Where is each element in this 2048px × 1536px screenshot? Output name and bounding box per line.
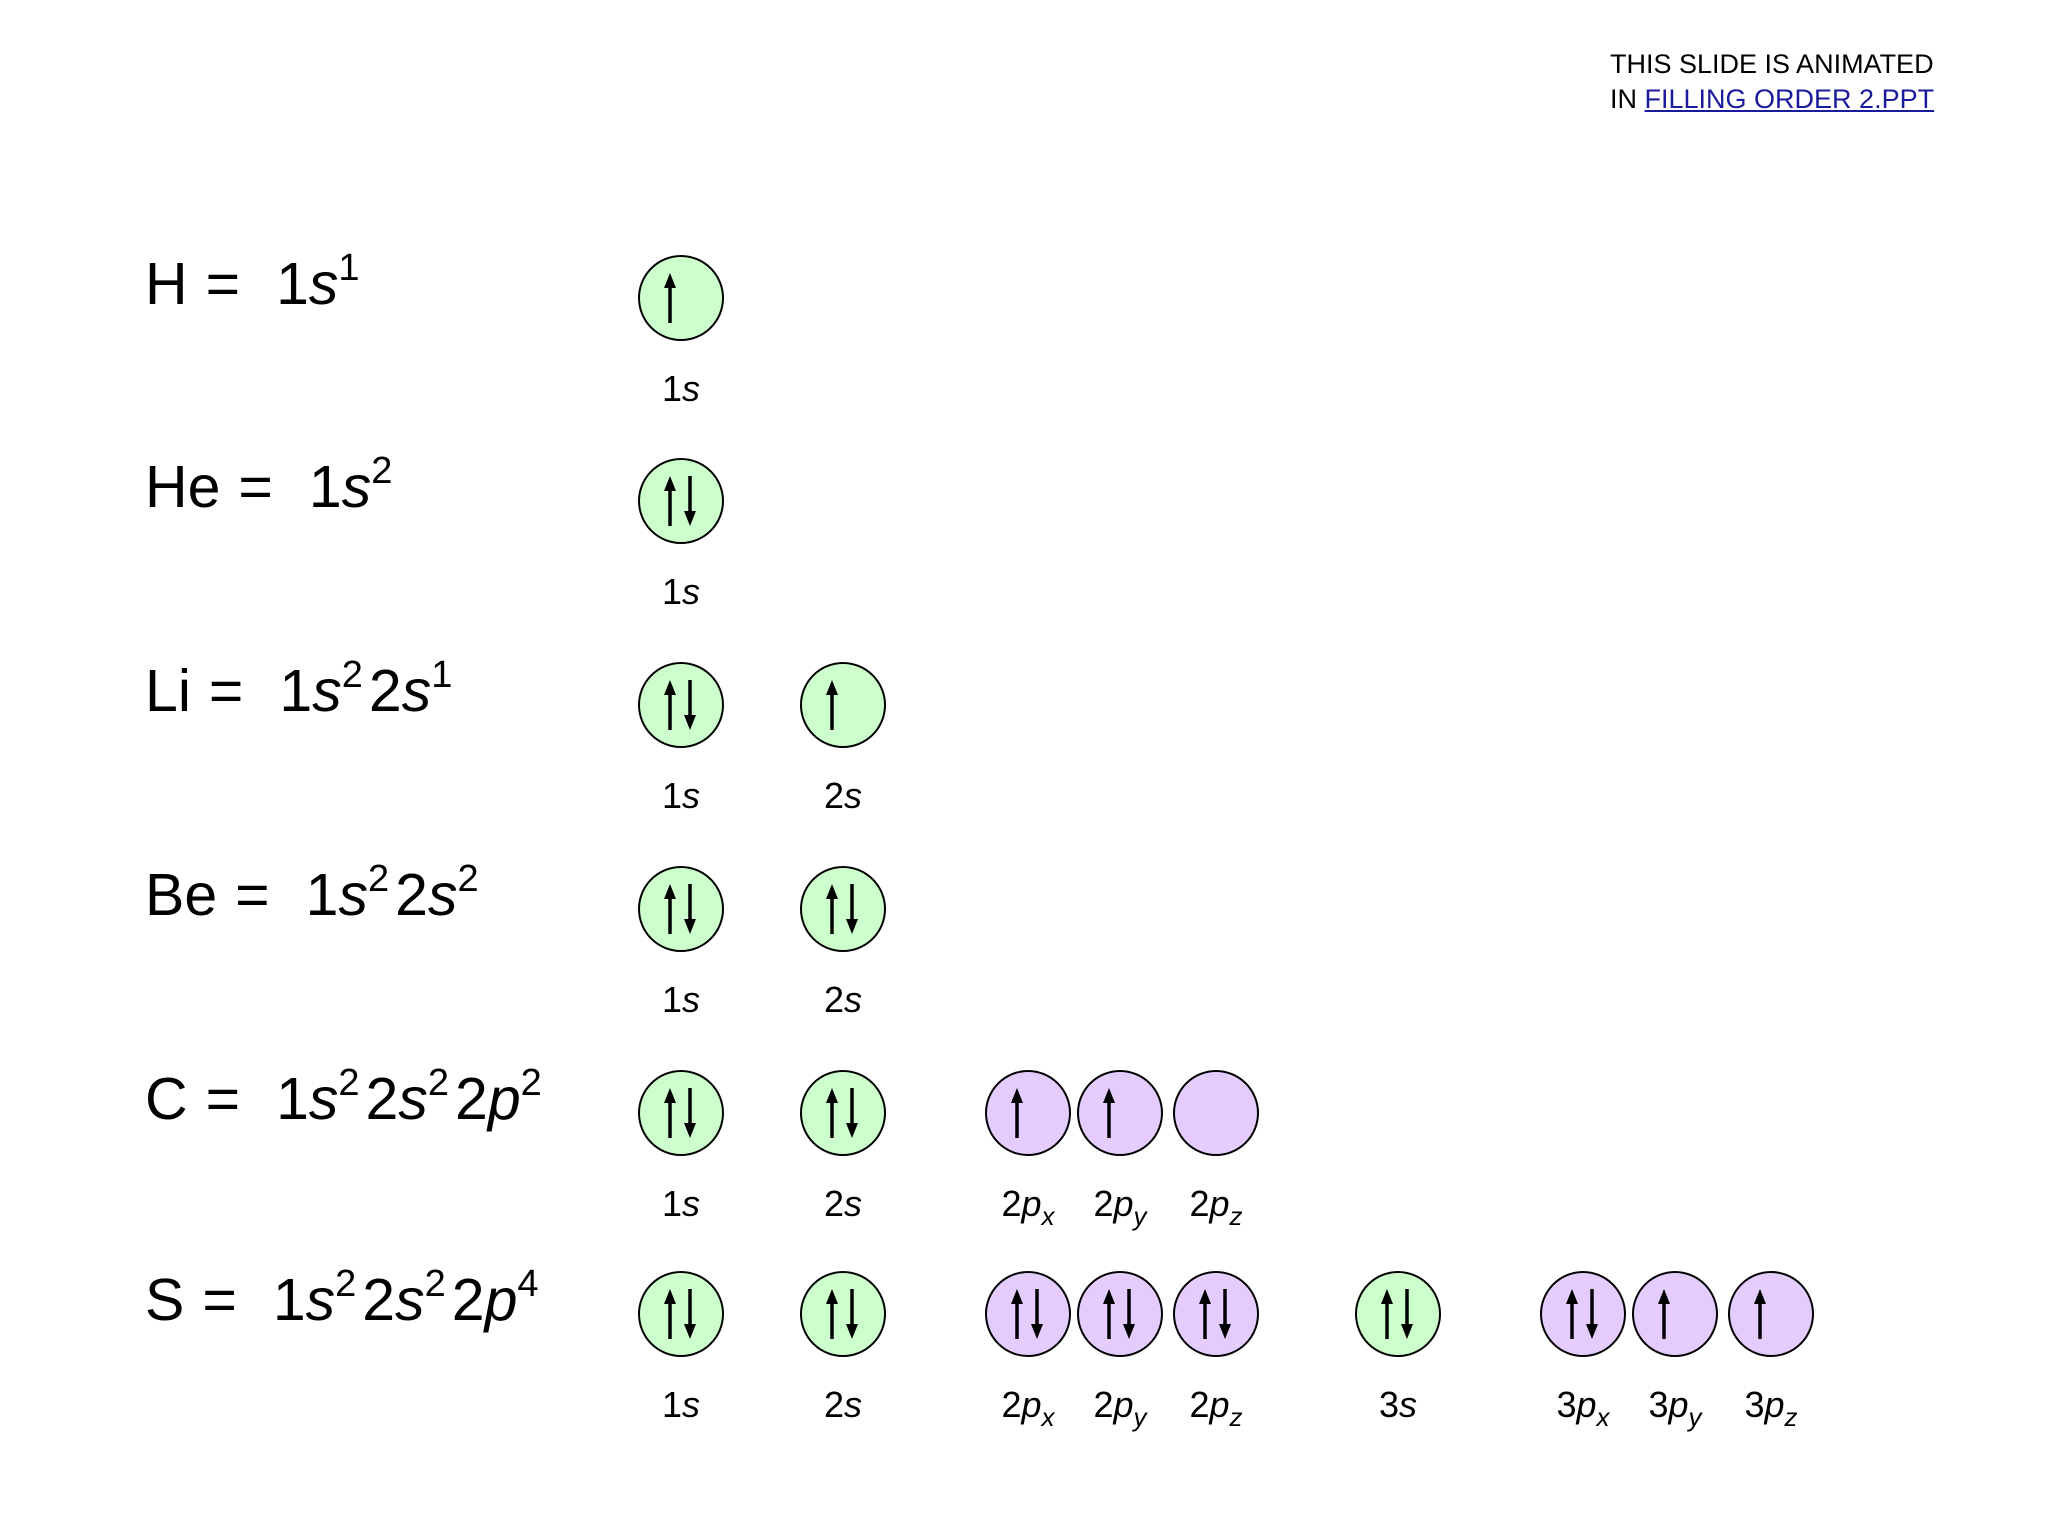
config-term <box>362 1265 445 1335</box>
label-shell: 3 <box>1648 1384 1669 1425</box>
label-shell: 3 <box>1378 1384 1400 1425</box>
label-shell: 1 <box>661 775 683 816</box>
electron-arrows <box>1175 1072 1257 1154</box>
orbital-2px <box>985 1070 1071 1156</box>
label-subshell: p <box>1576 1384 1597 1425</box>
orbital-1s <box>638 458 724 544</box>
spin-down-arrow-icon <box>684 884 696 934</box>
orbital-label-2py <box>1070 1182 1170 1231</box>
label-shell: 2 <box>823 1183 845 1224</box>
label-subshell: s <box>844 979 863 1020</box>
config-term <box>279 656 362 726</box>
spin-down-arrow-icon <box>846 884 858 934</box>
spin-up-arrow-icon <box>826 1088 838 1138</box>
label-shell: 3 <box>1744 1384 1765 1425</box>
orbital-3px <box>1540 1271 1626 1357</box>
electron-count: 2 <box>371 450 393 492</box>
electron-count: 2 <box>341 654 363 696</box>
label-subshell: s <box>682 979 701 1020</box>
spin-down-arrow-icon <box>1401 1289 1413 1339</box>
label-subshell: p <box>1021 1384 1042 1425</box>
label-shell: 2 <box>823 979 845 1020</box>
orbital-label-3px <box>1533 1383 1633 1432</box>
electron-count: 2 <box>338 1062 360 1104</box>
element-symbol: H <box>145 251 188 317</box>
shell-number: 1 <box>305 862 339 928</box>
shell-number: 1 <box>276 1066 309 1132</box>
spin-up-arrow-icon <box>826 680 838 730</box>
electron-arrows <box>640 664 722 746</box>
subshell-letter: s <box>395 1267 425 1333</box>
orbital-label-2px <box>978 1182 1078 1231</box>
electron-arrows <box>1730 1273 1812 1355</box>
element-symbol: Be <box>145 862 218 928</box>
subshell-letter: s <box>308 1066 339 1132</box>
label-axis: z <box>1229 1201 1243 1231</box>
shell-number: 1 <box>276 251 309 317</box>
subshell-letter: s <box>401 658 432 724</box>
config-term <box>369 656 452 726</box>
electron-arrows <box>802 868 884 950</box>
label-axis: y <box>1133 1201 1147 1231</box>
orbital-2px <box>985 1271 1071 1357</box>
orbital-label-3s <box>1348 1383 1448 1427</box>
subshell-letter: s <box>305 1267 336 1333</box>
orbital-2py <box>1077 1271 1163 1357</box>
label-shell: 2 <box>823 775 845 816</box>
electron-count: 2 <box>427 1062 450 1104</box>
spin-up-arrow-icon <box>1566 1289 1578 1339</box>
electron-configuration <box>145 656 452 726</box>
shell-number: 1 <box>272 1267 306 1333</box>
orbital-label-1s <box>631 570 731 614</box>
shell-number: 2 <box>362 1267 396 1333</box>
spin-up-arrow-icon <box>664 680 676 730</box>
label-axis: x <box>1041 1402 1055 1432</box>
label-shell: 3 <box>1556 1384 1577 1425</box>
label-axis: x <box>1596 1402 1610 1432</box>
label-subshell: p <box>1021 1183 1042 1224</box>
label-shell: 1 <box>661 1183 683 1224</box>
spin-up-arrow-icon <box>664 476 676 526</box>
subshell-letter: s <box>308 251 339 317</box>
label-shell: 1 <box>661 368 683 409</box>
element-symbol: Li <box>145 658 191 724</box>
label-subshell: s <box>844 1183 863 1224</box>
subshell-letter: s <box>427 862 458 928</box>
spin-up-arrow-icon <box>664 1289 676 1339</box>
electron-arrows <box>640 868 722 950</box>
orbital-label-2px <box>978 1383 1078 1432</box>
electron-count: 2 <box>367 858 390 900</box>
electron-count: 2 <box>457 858 479 900</box>
label-axis: y <box>1688 1402 1702 1432</box>
spin-down-arrow-icon <box>1586 1289 1598 1339</box>
label-axis: z <box>1784 1402 1798 1432</box>
electron-arrows <box>1542 1273 1624 1355</box>
electron-configuration <box>145 249 360 319</box>
element-symbol: He <box>145 454 221 520</box>
shell-number: 2 <box>455 1066 488 1132</box>
config-term <box>306 860 389 930</box>
subshell-letter: s <box>338 862 368 928</box>
spin-up-arrow-icon <box>1011 1088 1023 1138</box>
label-subshell: p <box>1209 1183 1230 1224</box>
shell-number: 2 <box>451 1267 485 1333</box>
filling-order-link[interactable]: FILLING ORDER 2.PPT <box>1644 84 1935 114</box>
orbital-2s <box>800 662 886 748</box>
spin-down-arrow-icon <box>684 1088 696 1138</box>
orbital-2s <box>800 866 886 952</box>
label-axis: y <box>1133 1402 1147 1432</box>
orbital-label-2s <box>793 1182 893 1226</box>
spin-up-arrow-icon <box>1103 1289 1115 1339</box>
label-axis: x <box>1041 1201 1055 1231</box>
spin-up-arrow-icon <box>664 273 676 323</box>
equals-sign: = <box>205 251 241 317</box>
spin-up-arrow-icon <box>1381 1289 1393 1339</box>
electron-count: 2 <box>424 1263 446 1305</box>
label-subshell: s <box>1399 1384 1418 1425</box>
animation-note-line1: THIS SLIDE IS ANIMATED <box>1610 49 1934 79</box>
label-shell: 2 <box>1093 1183 1114 1224</box>
orbital-label-2pz <box>1166 1383 1266 1432</box>
config-term <box>309 452 392 522</box>
orbital-2pz <box>1173 1271 1259 1357</box>
orbital-label-1s <box>631 774 731 818</box>
electron-arrows <box>802 1273 884 1355</box>
subshell-letter: p <box>487 1066 521 1132</box>
orbital-3pz <box>1728 1271 1814 1357</box>
orbital-label-2pz <box>1166 1182 1266 1231</box>
label-subshell: s <box>844 1384 863 1425</box>
spin-up-arrow-icon <box>826 1289 838 1339</box>
spin-down-arrow-icon <box>1031 1289 1043 1339</box>
subshell-letter: s <box>312 658 342 724</box>
label-shell: 1 <box>661 1384 683 1425</box>
spin-up-arrow-icon <box>1103 1088 1115 1138</box>
spin-down-arrow-icon <box>684 680 696 730</box>
electron-count: 1 <box>338 247 360 289</box>
config-term <box>366 1064 449 1134</box>
orbital-2pz <box>1173 1070 1259 1156</box>
electron-arrows <box>1175 1273 1257 1355</box>
orbital-label-1s <box>631 1182 731 1226</box>
subshell-letter: p <box>484 1267 518 1333</box>
label-subshell: p <box>1668 1384 1689 1425</box>
orbital-1s <box>638 255 724 341</box>
orbital-1s <box>638 1271 724 1357</box>
label-subshell: p <box>1764 1384 1785 1425</box>
label-shell: 2 <box>1001 1384 1022 1425</box>
animation-note-prefix: IN <box>1610 84 1645 114</box>
config-term <box>276 1064 359 1134</box>
electron-arrows <box>640 1072 722 1154</box>
equals-sign: = <box>238 454 273 520</box>
electron-count: 2 <box>520 1062 542 1104</box>
equals-sign: = <box>208 658 244 724</box>
orbital-3s <box>1355 1271 1441 1357</box>
label-subshell: s <box>682 1183 701 1224</box>
orbital-1s <box>638 866 724 952</box>
spin-down-arrow-icon <box>684 1289 696 1339</box>
spin-down-arrow-icon <box>1219 1289 1231 1339</box>
label-subshell: s <box>682 368 701 409</box>
label-subshell: p <box>1113 1183 1134 1224</box>
electron-arrows <box>802 1072 884 1154</box>
spin-up-arrow-icon <box>664 884 676 934</box>
electron-arrows <box>640 460 722 542</box>
shell-number: 1 <box>308 454 342 520</box>
spin-down-arrow-icon <box>684 476 696 526</box>
electron-configuration <box>145 1064 542 1134</box>
label-shell: 2 <box>823 1384 845 1425</box>
label-axis: z <box>1229 1402 1243 1432</box>
spin-down-arrow-icon <box>846 1289 858 1339</box>
orbital-label-2py <box>1070 1383 1170 1432</box>
subshell-letter: s <box>341 454 372 520</box>
orbital-label-3py <box>1625 1383 1725 1432</box>
orbital-label-2s <box>793 1383 893 1427</box>
electron-arrows <box>987 1273 1069 1355</box>
label-shell: 2 <box>1189 1384 1210 1425</box>
electron-arrows <box>640 1273 722 1355</box>
element-symbol: C <box>145 1066 188 1132</box>
orbital-label-2s <box>793 978 893 1022</box>
label-shell: 2 <box>1189 1183 1210 1224</box>
spin-up-arrow-icon <box>664 1088 676 1138</box>
orbital-label-1s <box>631 367 731 411</box>
label-subshell: s <box>682 775 701 816</box>
label-subshell: p <box>1209 1384 1230 1425</box>
electron-count: 4 <box>517 1263 539 1305</box>
equals-sign: = <box>235 862 270 928</box>
orbital-2s <box>800 1070 886 1156</box>
label-subshell: s <box>682 1384 701 1425</box>
label-subshell: p <box>1113 1384 1134 1425</box>
equals-sign: = <box>205 1066 241 1132</box>
label-shell: 2 <box>1093 1384 1114 1425</box>
electron-arrows <box>1357 1273 1439 1355</box>
electron-arrows <box>1634 1273 1716 1355</box>
config-term <box>273 1265 356 1335</box>
orbital-3py <box>1632 1271 1718 1357</box>
spin-down-arrow-icon <box>1123 1289 1135 1339</box>
electron-configuration <box>145 860 479 930</box>
orbital-label-1s <box>631 978 731 1022</box>
electron-arrows <box>802 664 884 746</box>
shell-number: 2 <box>395 862 428 928</box>
electron-configuration <box>145 1265 539 1335</box>
orbital-2py <box>1077 1070 1163 1156</box>
config-term <box>455 1064 542 1134</box>
equals-sign: = <box>202 1267 237 1333</box>
spin-up-arrow-icon <box>1658 1289 1670 1339</box>
spin-up-arrow-icon <box>1754 1289 1766 1339</box>
electron-arrows <box>1079 1072 1161 1154</box>
spin-up-arrow-icon <box>826 884 838 934</box>
orbital-1s <box>638 1070 724 1156</box>
element-symbol: S <box>145 1267 185 1333</box>
label-shell: 1 <box>661 979 683 1020</box>
electron-arrows <box>987 1072 1069 1154</box>
orbital-label-2s <box>793 774 893 818</box>
subshell-letter: s <box>398 1066 428 1132</box>
label-subshell: s <box>682 571 701 612</box>
label-shell: 2 <box>1001 1183 1022 1224</box>
spin-up-arrow-icon <box>1199 1289 1211 1339</box>
electron-arrows <box>640 257 722 339</box>
label-shell: 1 <box>661 571 683 612</box>
orbital-2s <box>800 1271 886 1357</box>
config-term <box>276 249 359 319</box>
spin-up-arrow-icon <box>1011 1289 1023 1339</box>
config-term <box>395 860 478 930</box>
orbital-label-3pz <box>1721 1383 1821 1432</box>
spin-down-arrow-icon <box>846 1088 858 1138</box>
orbital-1s <box>638 662 724 748</box>
shell-number: 2 <box>365 1066 399 1132</box>
config-term <box>452 1265 539 1335</box>
electron-count: 2 <box>335 1263 357 1305</box>
shell-number: 2 <box>368 658 402 724</box>
label-subshell: s <box>844 775 863 816</box>
electron-count: 1 <box>431 654 453 696</box>
electron-configuration <box>145 452 392 522</box>
shell-number: 1 <box>279 658 313 724</box>
orbital-label-1s <box>631 1383 731 1427</box>
electron-arrows <box>1079 1273 1161 1355</box>
